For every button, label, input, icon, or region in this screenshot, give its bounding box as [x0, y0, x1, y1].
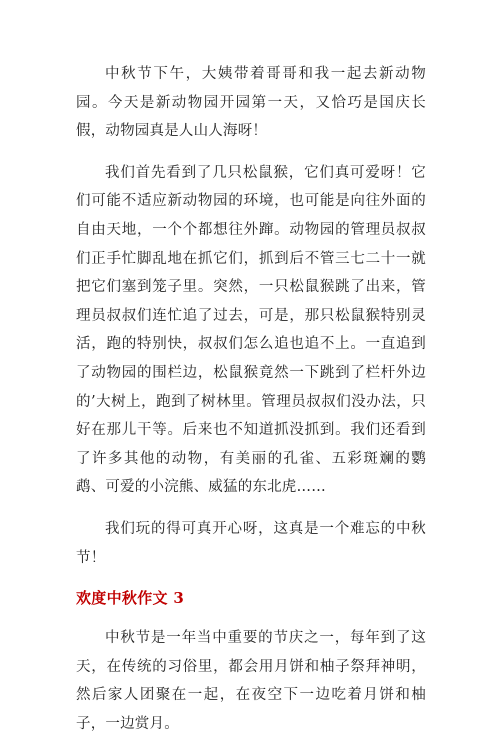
paragraph-zoo-visit: 中秋节下午，大姨带着哥哥和我一起去新动物园。今天是新动物园开园第一天，又恰巧是国庆长假，动物园真是人山人海呀！ [76, 66, 426, 140]
paragraph-mid-autumn-customs: 中秋节是一年当中重要的节庆之一，每年到了这天，在传统的习俗里，都会用月饼和柚子祭拜神明，然后家人团聚在一起，在夜空下一边吃着月饼和柚子，一边赏月。 [76, 630, 426, 732]
section-heading: 欢度中秋作文 3 [76, 589, 185, 608]
document-page [76, 60, 426, 751]
paragraph-conclusion: 我们玩的得可真开心呀，这真是一个难忘的中秋节！ [76, 520, 426, 566]
paragraph-squirrel-monkeys: 我们首先看到了几只松鼠猴，它们真可爱呀！它们可能不适应新动物园的环境，也可能是向往外面的自由天地，一个个都想往外蹿。动物园的管理员叔叔们正手忙脚乱地在抓它们，抓到后不管三七二十一就把它们塞到笼子里。突然，一只松鼠猴跳了出来，管理员叔叔们连忙追了过去，可是，那只松鼠猴特别灵活，跑的特别快，叔叔们怎么追也追不上。一直追到了动物园的围栏边，松鼠猴竟然一下跳到了栏杆外边的’大树上，跑到了树林里。管理员叔叔们没办法，只好在那儿干等。后来也不知道抓没抓到。我们还看到了许多其他的动物，有美丽的孔雀、五彩斑斓的鹦鹉、可爱的小浣熊、威猛的东北虎…… [76, 164, 426, 496]
